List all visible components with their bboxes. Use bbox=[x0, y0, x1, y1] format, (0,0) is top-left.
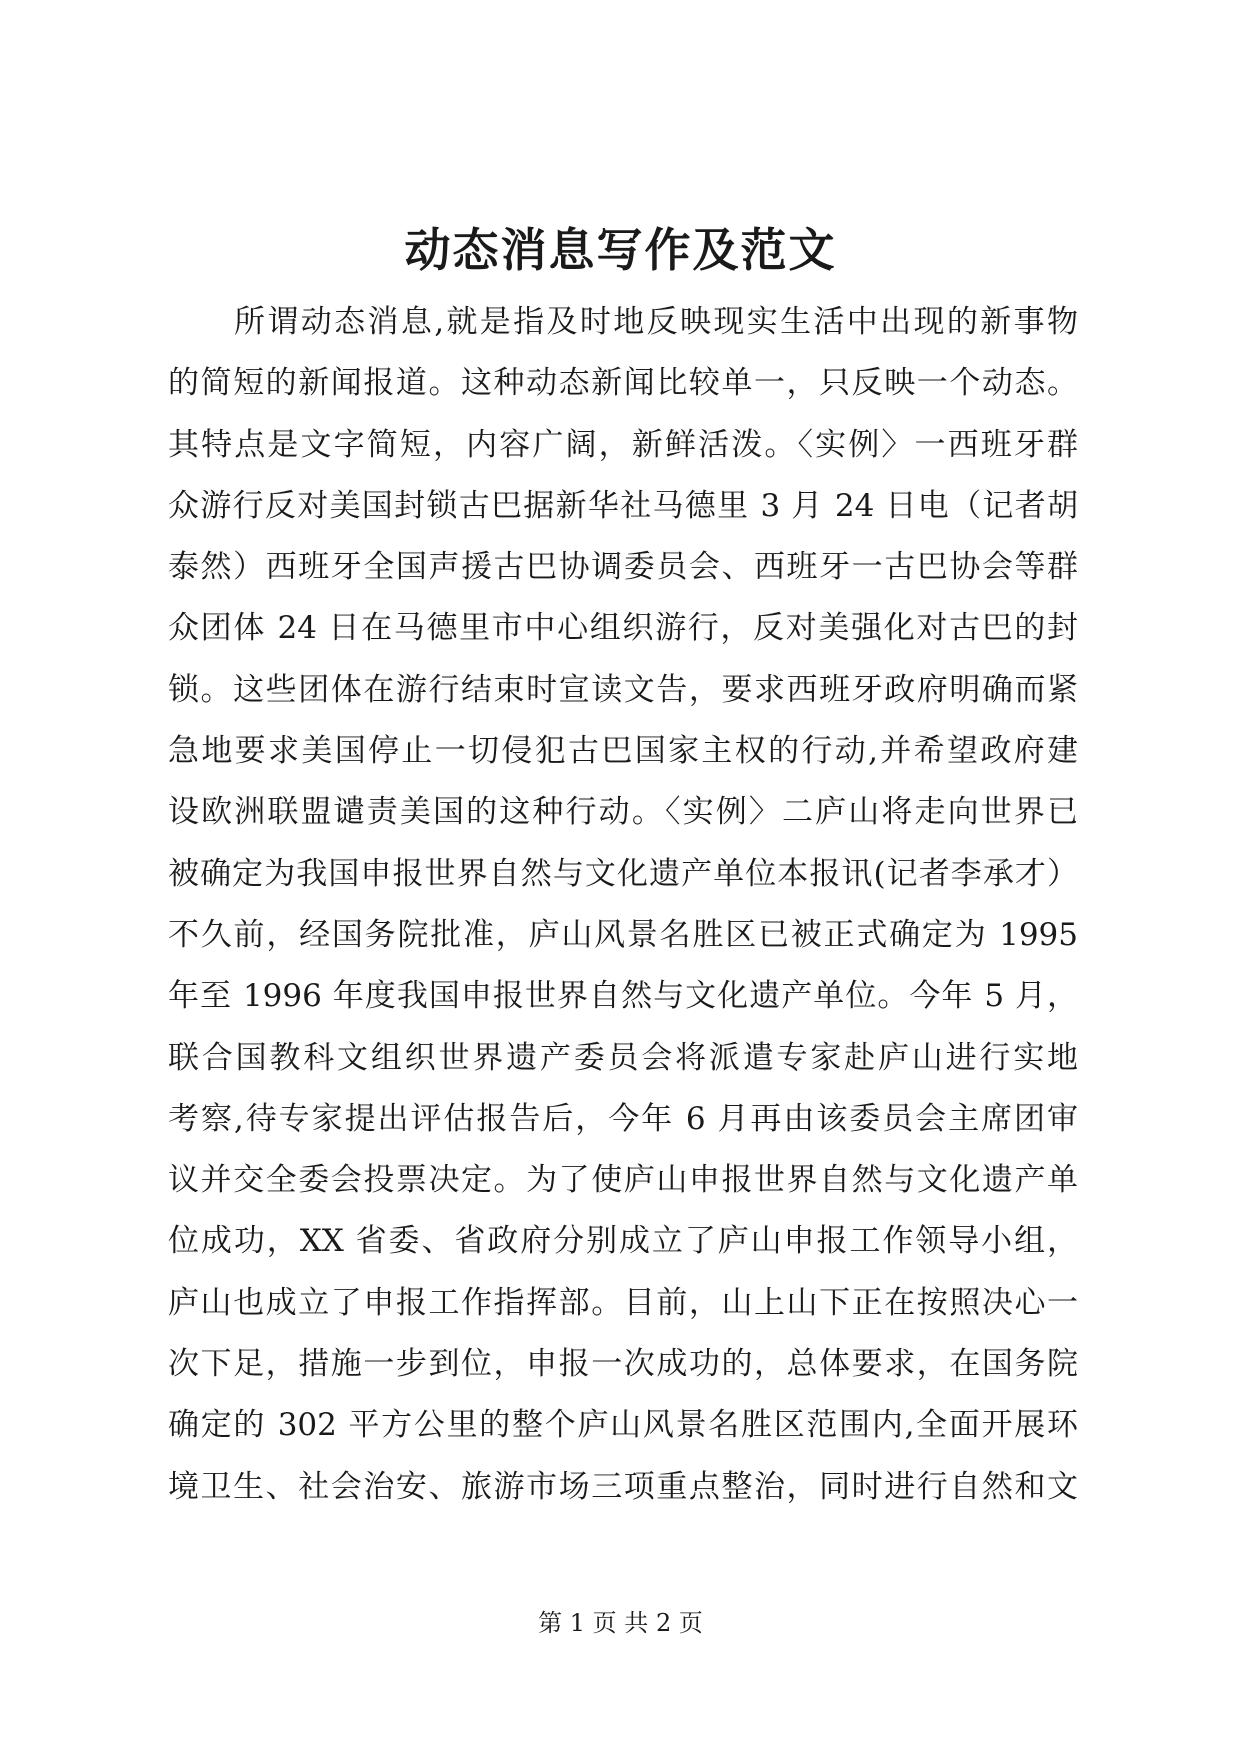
body-text bbox=[168, 292, 1078, 1518]
text-line: 急地要求美国停止一切侵犯古巴国家主权的行动,并希望政府建 bbox=[168, 733, 1078, 770]
text-line: 议并交全委会投票决定。为了使庐山申报世界自然与文化遗产单 bbox=[168, 1162, 1078, 1199]
text-line: 确定的 302 平方公里的整个庐山风景名胜区范围内,全面开展环 bbox=[168, 1407, 1078, 1444]
text-line: 考察,待专家提出评估报告后，今年 6 月再由该委员会主席团审 bbox=[168, 1100, 1078, 1137]
text-line: 联合国教科文组织世界遗产委员会将派遣专家赴庐山进行实地 bbox=[168, 1039, 1078, 1076]
text-line: 锁。这些团体在游行结束时宣读文告，要求西班牙政府明确而紧 bbox=[168, 671, 1078, 708]
text-line: 的简短的新闻报道。这种动态新闻比较单一，只反映一个动态。 bbox=[168, 365, 1078, 402]
page-number: 第 1 页 共 2 页 bbox=[538, 1609, 703, 1637]
text-line: 位成功，XX 省委、省政府分别成立了庐山申报工作领导小组， bbox=[168, 1223, 1078, 1260]
text-line: 众团体 24 日在马德里市中心组织游行，反对美强化对古巴的封 bbox=[168, 610, 1078, 647]
text-line: 庐山也成立了申报工作指挥部。目前，山上山下正在按照决心一 bbox=[168, 1284, 1078, 1321]
text-line: 不久前，经国务院批准，庐山风景名胜区已被正式确定为 1995 bbox=[168, 916, 1078, 953]
text-line: 年至 1996 年度我国申报世界自然与文化遗产单位。今年 5 月， bbox=[168, 978, 1078, 1015]
text-line: 所谓动态消息,就是指及时地反映现实生活中出现的新事物 bbox=[234, 304, 1078, 340]
text-line: 次下足，措施一步到位，申报一次成功的，总体要求，在国务院 bbox=[168, 1346, 1078, 1383]
text-line: 境卫生、社会治安、旅游市场三项重点整治，同时进行自然和文 bbox=[168, 1468, 1078, 1505]
text-line: 被确定为我国申报世界自然与文化遗产单位本报讯(记者李承才） bbox=[168, 855, 1078, 892]
text-line: 设欧洲联盟谴责美国的这种行动。〈实例〉二庐山将走向世界已 bbox=[168, 794, 1078, 831]
page-title: 动态消息写作及范文 bbox=[404, 223, 837, 277]
text-line: 泰然）西班牙全国声援古巴协调委员会、西班牙一古巴协会等群 bbox=[168, 549, 1078, 586]
text-line: 其特点是文字简短，内容广阔，新鲜活泼。〈实例〉一西班牙群 bbox=[168, 426, 1078, 463]
text-line: 众游行反对美国封锁古巴据新华社马德里 3 月 24 日电（记者胡 bbox=[168, 487, 1078, 524]
